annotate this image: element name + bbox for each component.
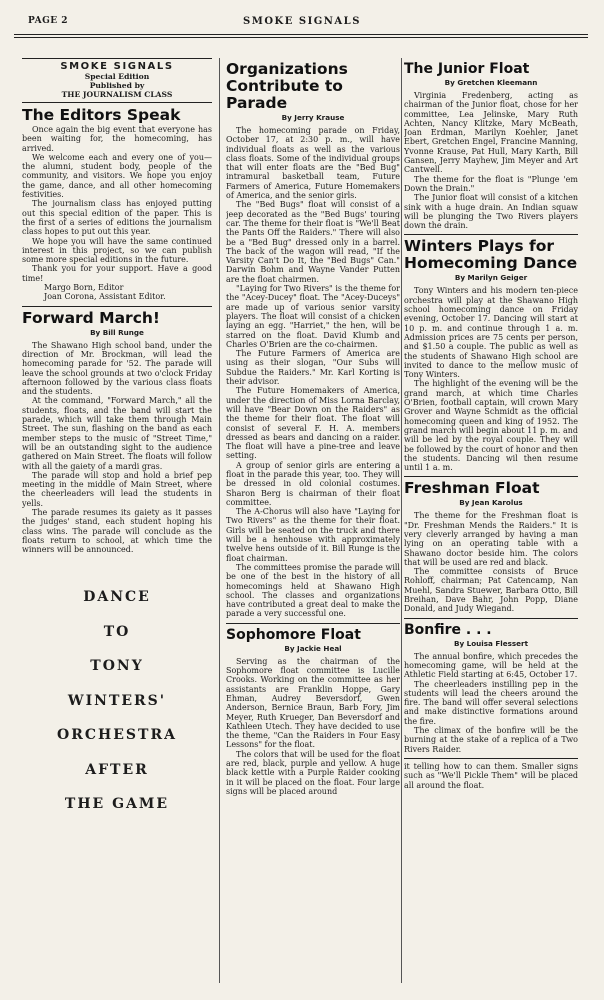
paragraph: The "Bed Bugs" float will consist of a jeep decorated as the "Bed Bugs' touring car. The theme for their float is "We'll Beat the Pants Off the Raiders." There will also be a "Bed Bug" dressed only in a barrel. The back of the wagon will read, "If the Varsity Can't Do It, the "Bed Bugs" Can." Darwin Bohm and Wayne Vander Putten are the float chairmen. <box>226 200 400 284</box>
paragraph: At the command, "Forward March," all the students, floats, and the band will start the parade, which will take them through Main Street. The sun, flashing on the band as each member steps to the music of "Street Time," will be an outstanding sight to the audience gathered on Main Street. The floats will follow with all the gaiety of a mardi gras. <box>22 396 212 471</box>
paragraph: Tony Winters and his modern ten-piece orchestra will play at the Shawano High school homecoming dance on Friday evening, October 17. Dancing will start at 10 p. m. and continue through 1 a. m. Admission prices are 75 cents per person, and $1.50 a couple. The public as well as the students of Shawano High school are invited to dance to the mellow music of Tony Winters. <box>404 286 578 380</box>
masthead-line: Published by <box>89 81 145 90</box>
ad-line: THE GAME <box>64 796 170 813</box>
masthead-title: SMOKE SIGNALS <box>60 61 174 72</box>
paragraph: A group of senior girls are entering a float in the parade this year, too. They will be dressed in old colonial costumes. Sharon Berg is chairman of their float committee. <box>226 460 400 507</box>
paragraph: The Junior float will consist of a kitchen sink with a huge drain. An Indian squaw will be plunging the Two Rivers players down the drain. <box>404 193 578 231</box>
article-freshman-float <box>404 480 578 613</box>
byline: By Jerry Krause <box>281 113 345 122</box>
paragraph: Thank you for your support. Have a good time! <box>22 264 212 283</box>
paragraph: it telling how to can them. Smaller signs such as "We'll Pickle Them" will be placed all around the float. <box>404 761 578 790</box>
headline: Sophomore Float <box>226 626 361 643</box>
masthead <box>22 58 212 103</box>
byline: By Jean Karolus <box>459 498 523 508</box>
signature: Margo Born, Editor <box>44 283 124 293</box>
paragraph: The A-Chorus will also have "Laying for Two Rivers" as the theme for their float. Girls will be seated on the truck and there will be a henhouse with approximately twelve hens outside of it. Bill Runge is the float chairman. <box>226 507 400 563</box>
paragraph: The Future Farmers of America are using as their slogan, "Our Subs will Subdue the Raiders." Mr. Karl Korting is their advisor. <box>226 349 400 387</box>
ad-line: TONY <box>90 658 144 675</box>
article-organizations <box>226 61 400 619</box>
headline: Forward March! <box>22 308 160 327</box>
signature: Joan Corona, Assistant Editor. <box>44 292 166 302</box>
ad-line: DANCE <box>83 589 151 606</box>
section-rule <box>404 476 578 477</box>
ad-line: WINTERS' <box>67 692 167 709</box>
paragraph: The theme for the Freshman float is "Dr. Freshman Mends the Raiders." It is very cleverly arranged by having a man lying on an operating table with a Shawano doctor beside him. The colors that will be used are red and black. <box>404 511 578 567</box>
column-left <box>22 58 212 983</box>
byline: By Jackie Heal <box>284 643 342 653</box>
article-bonfire <box>404 622 578 754</box>
byline: By Louisa Flessert <box>453 638 529 648</box>
article-continuation <box>404 762 578 790</box>
paragraph: The parade resumes its gaiety as it passes the judges' stand, each student hoping his class wins. The parade will conclude as the floats return to school, at which time the winners will be announced. <box>22 507 212 555</box>
column-divider <box>219 58 220 983</box>
paragraph: The journalism class has enjoyed putting out this special edition of the paper. This is the first of a series of editions the journalism class hopes to put out this year. <box>22 199 212 237</box>
column-divider <box>401 58 402 983</box>
ad-line: TO <box>103 623 131 640</box>
paragraph: The committees promise the parade will be one of the best in the history of all homecomings held at Shawano High school. The classes and organizations have contributed a great deal to make the parade a very successful one. <box>226 562 400 619</box>
paragraph: The annual bonfire, which precedes the homecoming game, will be held at the Athletic Field starting at 6:45, October 17. <box>404 651 578 680</box>
headline: The Junior Float <box>404 61 530 77</box>
section-rule <box>404 234 578 235</box>
headline: Organizations Contribute to Parade <box>226 60 348 112</box>
ad-line: AFTER <box>85 761 149 778</box>
masthead-line: Special Edition <box>84 72 150 81</box>
paragraph: "Laying for Two Rivers" is the theme for the "Acey-Ducey" float. The "Acey-Duceys" are made up of various senior varsity players. The float will consist of a chicken laying an egg. "Harriet," the hen, will be starred on the float. David Klumb and Charles O'Brien are the co-chairmen. <box>226 284 400 349</box>
headline: Bonfire . . . <box>404 621 492 638</box>
paragraph: The theme for the float is "Plunge 'em Down the Drain." <box>404 174 578 193</box>
page-header <box>10 12 594 28</box>
article-forward-march <box>22 310 212 555</box>
article-junior-float <box>404 61 578 230</box>
section-rule <box>404 618 578 619</box>
paragraph: The committee consists of Bruce Rohloff, chairman; Pat Catencamp, Nan Muehl, Sandra Stuewer, Barbara Otto, Bill Breihan, Dave Bahr, John Popp, Diane Donald, and Judy Wiegand. <box>404 567 578 614</box>
section-rule <box>226 623 400 624</box>
headline: Winters Plays for Homecoming Dance <box>404 237 578 273</box>
dance-advertisement <box>22 580 212 822</box>
column-right <box>404 58 578 983</box>
paragraph: We welcome each and every one of you—the alumni, student body, people of the community, and visitors. We hope you enjoy the game, dance, and all other homecoming festivities. <box>22 152 212 200</box>
paragraph: Serving as the chairman of the Sophomore float committee is Lucille Crooks. Working on the committee as her assistants are Franklin Hoppe, Gary Ehman, Audrey Beversdorf, Gwen Anderson, Bernice Braun, Barb Fory, Jim Meyer, Ruth Krueger, Dan Beversdorf and Kathleen Utech. They have decided to use the theme, "Can the Raiders in Four Easy Lessons" for the float. <box>226 656 400 750</box>
paragraph: Virginia Fredenberg, acting as chairman of the Junior float, chose for her committee, Lea Jelinske, Mary Ruth Achten, Nancy Klitzke, Mary McBeath, Joan Erdman, Marilyn Koehler, Janet Ebert, Gretchen Engel, Francine Manning, Yvonne Krause, Pat Hull, Mary Karth, Bill Gansen, Jerry Mayhew, Jim Meyer and Art Cantwell. <box>404 91 578 175</box>
running-title: SMOKE SIGNALS <box>243 16 361 27</box>
headline: The Editors Speak <box>22 106 181 124</box>
page-number: PAGE 2 <box>28 16 69 26</box>
section-rule <box>22 306 212 307</box>
column-middle <box>226 58 400 983</box>
paragraph: The Future Homemakers of America, under the direction of Miss Lorna Barclay, will have "Bear Down on the Raiders" as the theme for their float. The float will consist of several F. H. A. members dressed as bears and dancing on a raider. The float will have a pine-tree and leave setting. <box>226 386 400 461</box>
headline: Freshman Float <box>404 479 540 498</box>
paragraph: The parade will stop and hold a brief pep meeting in the middle of Main Street, where the cheerleaders will lead the students in yells. <box>22 470 212 508</box>
byline: By Marilyn Geiger <box>454 273 528 283</box>
section-rule <box>404 758 578 759</box>
paragraph: We hope you will have the same continued interest in this project, so we can publish some more special editions in the future. <box>22 236 212 265</box>
article-winters-dance <box>404 238 578 472</box>
paragraph: The Shawano High school band, under the direction of Mr. Brockman, will lead the homecoming parade for '52. The parade will leave the school grounds at two o'clock Friday afternoon followed by the various class floats and the students. <box>22 340 212 397</box>
paragraph: The cheerleaders instilling pep in the students will lead the cheers around the fire. The band will offer several selections and make distinctive formations around the fire. <box>404 679 578 726</box>
byline: By Gretchen Kleemann <box>444 78 538 87</box>
paragraph: The climax of the bonfire will be the burning at the stake of a replica of a Two Rivers Raider. <box>404 726 578 754</box>
article-sophomore-float <box>226 627 400 796</box>
article-editors-speak <box>22 107 212 302</box>
paragraph: Once again the big event that everyone has been waiting for, the homecoming, has arrived. <box>22 125 212 153</box>
paragraph: The colors that will be used for the float are red, black, purple and yellow. A huge black kettle with a Purple Raider cooking in it will be placed on the float. Four large signs will be placed around <box>226 749 400 796</box>
paragraph: The homecoming parade on Friday, October 17, at 2:30 p. m., will have individual floats as well as the various class floats. Some of the individual groups that will enter floats are the "Bed Bug" intramural basketball team, Future Farmers of America, Future Homemakers of America, and the senior girls. <box>226 126 400 201</box>
byline: By Bill Runge <box>90 327 144 337</box>
paragraph: The highlight of the evening will be the grand march, at which time Charles O'Brien, football captain, will crown Mary Grover and Wayne Schmidt as the official homecoming queen and king of 1952. The grand march will begin about 11 p. m. and will be led by the royal couple. They will be followed by the court of honor and then the students. Dancing wil then resume until 1 a. m. <box>404 379 578 473</box>
header-rule-thin <box>14 37 588 38</box>
header-rule <box>14 34 588 35</box>
ad-line: ORCHESTRA <box>57 727 177 744</box>
masthead-line: THE JOURNALISM CLASS <box>61 90 173 99</box>
